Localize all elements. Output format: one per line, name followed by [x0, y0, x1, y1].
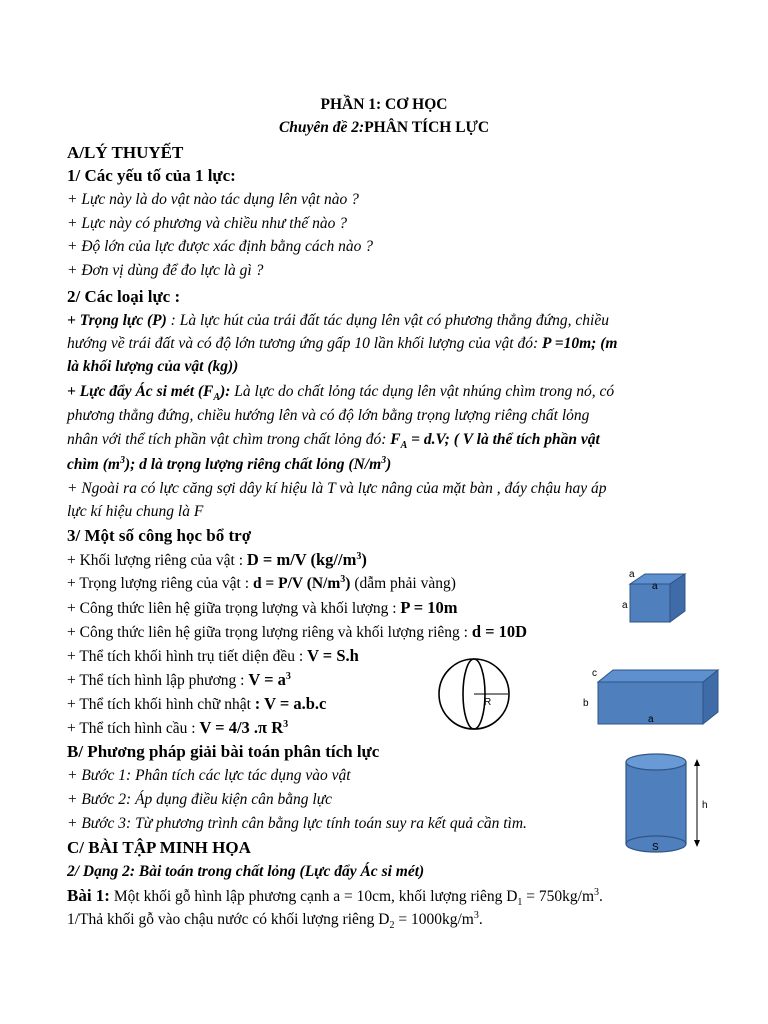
list-item: + Bước 1: Phân tích các lực tác dụng vào vật	[67, 767, 351, 784]
cylinder-label-h: h	[702, 800, 708, 811]
section-b-heading: B/ Phương pháp giải bài toán phân tích lực	[67, 742, 380, 761]
cube-label-a: a	[629, 569, 635, 580]
formula-line: + Thể tích hình lập phương : $V = a^3$	[67, 670, 291, 689]
sphere-figure	[432, 656, 516, 732]
list-item: + Bước 3: Từ phương trình cân bằng lực tính toán suy ra kết quả cần tìm.	[67, 815, 527, 832]
formula-line: + Khối lượng riêng của vật : D = m/V $(kg//m^3)$	[67, 550, 367, 569]
gravity-line-3: là khối lượng của vật (kg))	[67, 358, 239, 375]
problem-statement: Bài 1: Một khối gỗ hình lập phương cạnh a = 10cm, khối lượng riêng $D_1 = 750kg/m^3$.	[67, 886, 603, 909]
box-figure	[578, 662, 726, 730]
buoyancy-line-3: nhân với thể tích phần vật chìm trong chất lỏng đó: $F_A = d.V$; ( V là thể tích phần vật	[67, 431, 600, 452]
section-a1-heading: 1/ Các yếu tố của 1 lực:	[67, 166, 236, 185]
topic-title: Chuyên đề 2:PHÂN TÍCH LỰC	[278, 119, 490, 136]
list-item: + Bước 2: Áp dụng điều kiện cân bằng lực	[67, 791, 333, 808]
other-force-line-2: lực kí hiệu chung là F	[67, 503, 204, 520]
section-a3-heading: 3/ Một số công học bổ trợ	[67, 526, 252, 545]
buoyancy-line-1: + Lực đẩy Ác si mét $(F_A)$: Là lực do chất lỏng tác dụng lên vật nhúng chìm trong nó, có	[67, 383, 615, 404]
section-a-heading: A/LÝ THUYẾT	[67, 143, 184, 162]
list-item: + Đơn vị dùng để đo lực là gì ?	[67, 262, 264, 279]
list-item: + Độ lớn của lực được xác định bằng cách nào ?	[67, 238, 374, 255]
section-a2-heading: 2/ Các loại lực :	[67, 287, 181, 306]
cube-figure	[620, 566, 690, 626]
formula-line: + Công thức liên hệ giữa trọng lượng và khối lượng : P = 10m	[67, 598, 458, 617]
list-item: + Lực này là do vật nào tác dụng lên vật nào ?	[67, 191, 359, 208]
problem-question-1: 1/Thả khối gỗ vào chậu nước có khối lượng riêng $D_2 = 1000kg/m^3$.	[67, 909, 483, 932]
problem-type: 2/ Dạng 2: Bài toán trong chất lỏng (Lực đẩy Ác si mét)	[67, 863, 425, 880]
sphere-label-r: R	[484, 697, 492, 708]
gravity-line-2: hướng về trái đất và có độ lớn tương ứng gấp 10 lần khối lượng của vật đó: P =10m; (m	[67, 335, 618, 352]
section-c-heading: C/ BÀI TẬP MINH HỌA	[67, 838, 251, 857]
formula-line: + Thể tích hình cầu : V = 4/3 .π $R^3$	[67, 718, 289, 737]
page-title: PHẦN 1: CƠ HỌC	[320, 96, 448, 113]
formula-line: + Thể tích khối hình trụ tiết diện đều : V = S.h	[67, 646, 359, 665]
box-label-c: c	[592, 668, 597, 679]
other-force-line-1: + Ngoài ra có lực căng sợi dây kí hiệu là T và lực nâng của mặt bàn , đáy chậu hay áp	[67, 480, 607, 497]
formula-line: + Trọng lượng riêng của vật : d = P/V $(N/m^3)$ (dẫm phải vàng)	[67, 573, 456, 592]
buoyancy-line-2: phương thẳng đứng, chiều hướng lên và có độ lớn bằng trọng lượng riêng chất lỏng	[67, 407, 590, 424]
cube-label-a: a	[622, 600, 628, 611]
formula-line: + Công thức liên hệ giữa trọng lượng riêng và khối lượng riêng : d = 10D	[67, 622, 528, 641]
buoyancy-line-4: chìm $(m^3)$; d là trọng lượng riêng chất lỏng $(N/m^3)$	[67, 454, 392, 473]
box-label-a: a	[648, 714, 654, 725]
cube-label-a: a	[652, 581, 658, 592]
cylinder-figure	[616, 750, 726, 860]
gravity-line-1: + Trọng lực (P) : Là lực hút của trái đất tác dụng lên vật có phương thẳng đứng, chiều	[67, 312, 609, 329]
cylinder-label-s: S	[652, 842, 659, 853]
box-label-b: b	[583, 698, 589, 709]
formula-line: + Thể tích khối hình chữ nhật : V = a.b.c	[67, 694, 327, 713]
list-item: + Lực này có phương và chiều như thế nào ?	[67, 215, 347, 232]
